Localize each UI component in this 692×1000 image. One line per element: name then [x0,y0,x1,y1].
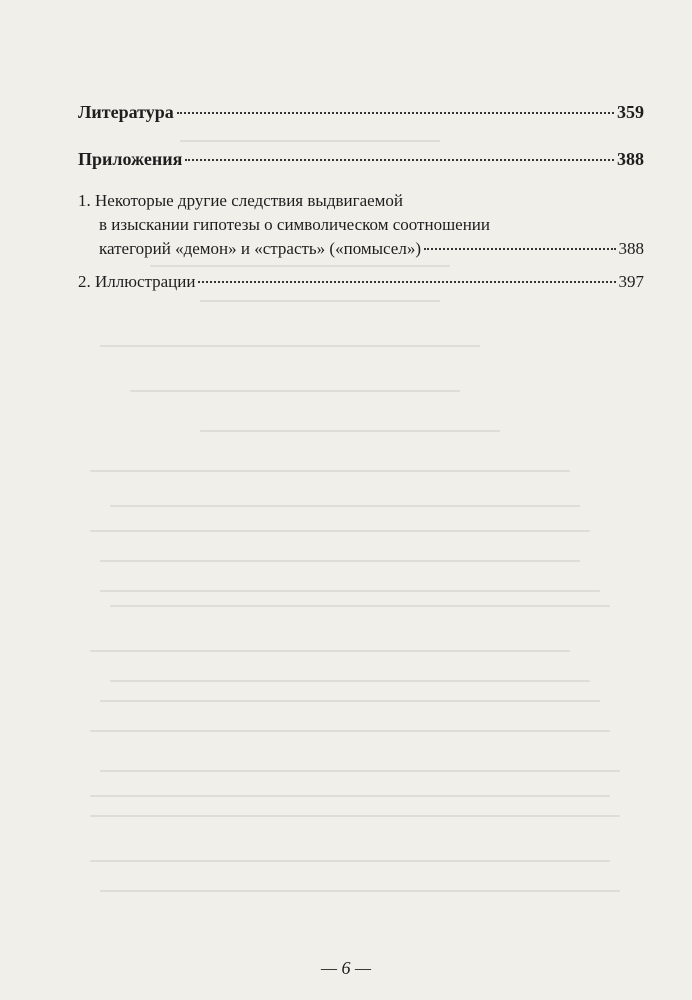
toc-entry-title: 2. Иллюстрации [78,272,196,291]
toc-entry-page: 388 [617,149,644,169]
toc-entry-last-line [78,237,644,261]
toc-entry-title: Литература [78,102,174,122]
toc-entry-appendices[interactable] [78,147,644,171]
dot-leader [424,248,616,250]
toc-entry-page: 359 [617,102,644,122]
dot-leader [177,112,614,114]
toc-entry-page: 397 [618,272,644,291]
toc-entry-appendix-2[interactable] [78,270,644,294]
toc-entry-appendix-1[interactable] [78,189,644,261]
toc-entry-title: категорий «демон» и «страсть» («помысел») [99,239,421,258]
toc-entry-page: 388 [618,239,644,258]
toc-entry-line: в изыскании гипотезы о символическом соотношении [99,215,490,234]
dot-leader [185,159,614,161]
toc-entry-line: 1. Некоторые другие следствия выдвигаемой [78,191,404,210]
dot-leader [198,281,615,283]
toc-entry-title: Приложения [78,149,183,169]
page-number: — 6 — [320,958,371,978]
toc-entry-literature[interactable] [78,100,644,124]
